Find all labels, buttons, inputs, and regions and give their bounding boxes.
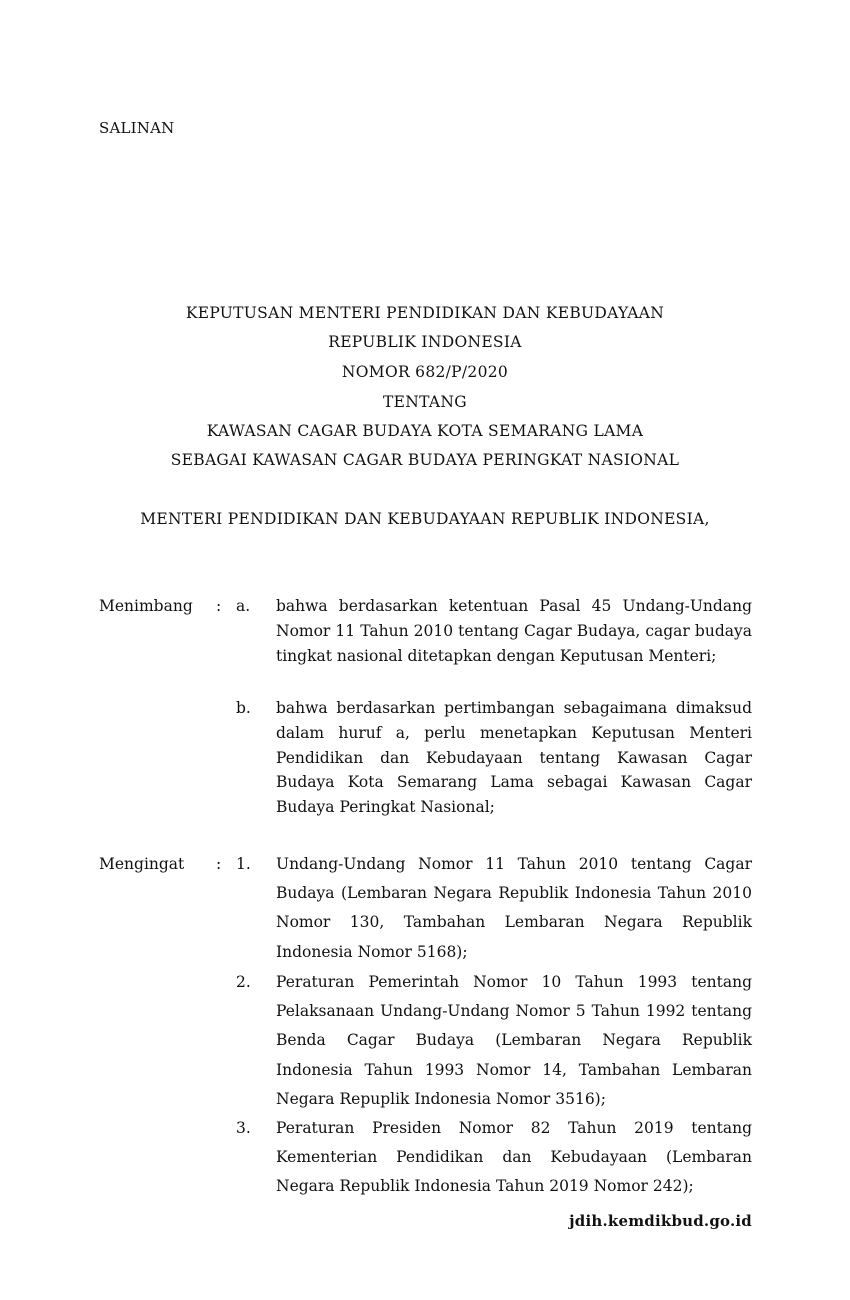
mengingat-item-1-marker: 1. <box>236 855 251 873</box>
mengingat-colon: : <box>216 855 222 873</box>
issuer-line: MENTERI PENDIDIKAN DAN KEBUDAYAAN REPUBLIK INDONESIA, <box>140 510 710 528</box>
salinan-label: SALINAN <box>99 119 175 137</box>
title-line-1: KEPUTUSAN MENTERI PENDIDIKAN DAN KEBUDAYAAN <box>185 304 665 322</box>
menimbang-item-b-marker: b. <box>236 699 251 717</box>
title-line-2: REPUBLIK INDONESIA <box>328 333 522 351</box>
menimbang-item-a-text: bahwa berdasarkan ketentuan Pasal 45 Undang-Undang Nomor 11 Tahun 2010 tentang Cagar Budaya, cagar budaya tingkat nasional ditetapkan dengan Keputusan Menteri; <box>276 597 752 665</box>
subject-line-2: SEBAGAI KAWASAN CAGAR BUDAYA PERINGKAT NASIONAL <box>170 451 680 469</box>
mengingat-item-1-text: Undang-Undang Nomor 11 Tahun 2010 tentang Cagar Budaya (Lembaran Negara Republik Indonesia Tahun 2010 Nomor 130, Tambahan Lembaran Negara Republik Indonesia Nomor 5168); <box>276 855 752 961</box>
mengingat-item-2-marker: 2. <box>236 973 251 991</box>
title-tentang: TENTANG <box>383 393 467 411</box>
menimbang-item-b-text: bahwa berdasarkan pertimbangan sebagaimana dimaksud dalam huruf a, perlu menetapkan Keputusan Menteri Pendidikan dan Kebudayaan tentang Kawasan Cagar Budaya Kota Semarang Lama sebagai Kawasan Cagar Budaya Peringkat Nasional; <box>276 699 752 817</box>
menimbang-label: Menimbang <box>99 597 193 615</box>
mengingat-item-2-text: Peraturan Pemerintah Nomor 10 Tahun 1993 tentang Pelaksanaan Undang-Undang Nomor 5 Tahun 1992 tentang Benda Cagar Budaya (Lembaran Negara Republik Indonesia Tahun 1993 Nomor 14, Tambahan Lembaran Negara Repuplik Indonesia Nomor 3516); <box>276 973 752 1108</box>
mengingat-item-3-marker: 3. <box>236 1119 251 1137</box>
menimbang-item-a-marker: a. <box>236 597 251 615</box>
mengingat-label: Mengingat <box>99 855 185 873</box>
menimbang-colon: : <box>216 597 222 615</box>
mengingat-item-3-text: Peraturan Presiden Nomor 82 Tahun 2019 tentang Kementerian Pendidikan dan Kebudayaan (Lembaran Negara Republik Indonesia Tahun 2019 Nomor 242); <box>276 1119 752 1196</box>
footer-website: jdih.kemdikbud.go.id <box>569 1212 752 1230</box>
decree-number: NOMOR 682/P/2020 <box>341 363 509 381</box>
subject-line-1: KAWASAN CAGAR BUDAYA KOTA SEMARANG LAMA <box>206 422 644 440</box>
